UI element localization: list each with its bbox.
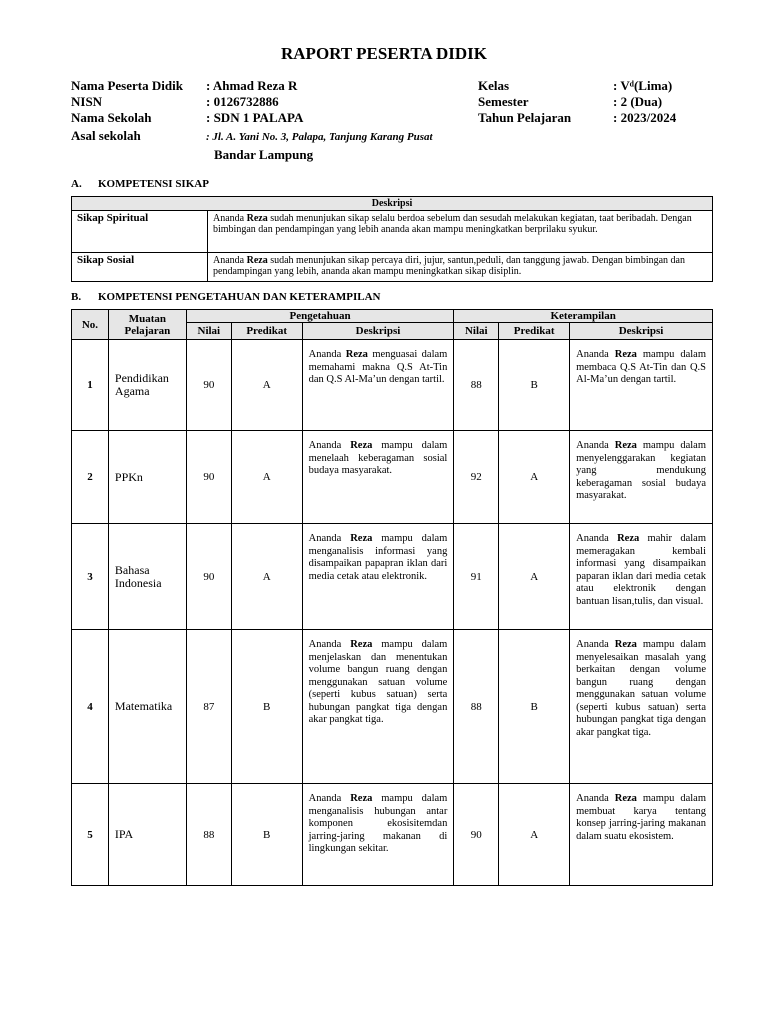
nisn-value: : 0126732886 — [206, 94, 279, 109]
description-text: mampu dalam menyelesaikan masalah yang berkaitan dengan volume bangun ruang dengan menggunakan satuan volume (seperti kubus satuan) serta hubungan pangkat tiga dengan akar pangkat tiga. — [576, 639, 707, 738]
student-nickname: Reza — [345, 349, 368, 360]
description-text: mampu dalam membuat karya tentang konsep jarring-jaring makanan dalam suatu ekosistem. — [576, 793, 707, 842]
knowledge-description — [302, 524, 454, 630]
student-nickname: Reza — [614, 793, 637, 804]
row-number: 4 — [72, 630, 109, 784]
description-text: Ananda — [576, 793, 615, 804]
skills-grade-header: Predikat — [499, 323, 570, 340]
description-text: mampu dalam menganalisis hubungan antar komponen ekosisitemdan jarring-jaring makanan di lingkungan sekitar. — [308, 793, 448, 854]
student-name-label: Nama Peserta Didik — [71, 78, 183, 93]
description-text: menguasai dalam memahami makna Q.S At-Tin dan Q.S Al-Ma’un dengan tartil. — [308, 349, 448, 385]
identity-row — [71, 78, 676, 94]
description-text: mampu dalam menelaah keberagaman sosial budaya masyarakat. — [308, 440, 448, 476]
knowledge-grade: A — [231, 524, 302, 630]
table-row — [72, 630, 713, 784]
student-nickname: Reza — [614, 440, 637, 451]
description-text: Ananda — [308, 639, 351, 650]
knowledge-description — [302, 784, 454, 886]
subject-name: PPKn — [108, 431, 186, 524]
description-text: mampu dalam menyelenggarakan kegiatan yang mendukung keberagaman sosial budaya masyarakat. — [576, 440, 707, 501]
knowledge-header: Pengetahuan — [186, 310, 453, 323]
section-b-number: B. — [71, 291, 82, 303]
student-nickname: Reza — [350, 440, 373, 451]
table-row — [72, 253, 713, 282]
knowledge-grade: A — [231, 340, 302, 431]
description-text: Ananda — [308, 793, 351, 804]
description-text: Ananda — [308, 349, 346, 360]
description-text: Ananda — [576, 639, 615, 650]
grades-table — [71, 309, 713, 886]
knowledge-grade: B — [231, 630, 302, 784]
subject-header: Muatan Pelajaran — [108, 310, 186, 340]
subject-name: Matematika — [108, 630, 186, 784]
attitude-aspect: Sikap Spiritual — [72, 211, 208, 253]
student-nickname: Reza — [350, 793, 373, 804]
skills-grade: A — [499, 524, 570, 630]
description-text: Ananda — [308, 533, 351, 544]
section-b-title: KOMPETENSI PENGETAHUAN DAN KETERAMPILAN — [98, 291, 381, 303]
row-number: 5 — [72, 784, 109, 886]
knowledge-score: 88 — [186, 784, 231, 886]
skills-score: 90 — [454, 784, 499, 886]
skills-header: Keterampilan — [454, 310, 713, 323]
attitude-aspect: Sikap Sosial — [72, 253, 208, 282]
description-text: Ananda — [576, 533, 618, 544]
semester-value: : 2 (Dua) — [613, 94, 663, 109]
report-title: RAPORT PESERTA DIDIK — [281, 44, 487, 63]
student-nickname: Reza — [350, 639, 373, 650]
description-text: mahir dalam memeragakan kembali informasi yang disampaikan paparan iklan dari media cetak atau elektronik dengan bantuan lisan,tulis, dan visual. — [576, 533, 706, 607]
student-name-value: : Ahmad Reza R — [206, 78, 298, 93]
semester-label: Semester — [478, 94, 529, 109]
description-text: mampu dalam membaca Q.S At-Tin dan Q.S Al-Ma’un dengan tartil. — [576, 349, 707, 385]
skills-score: 88 — [454, 340, 499, 431]
class-label: Kelas — [478, 78, 510, 93]
attitude-description-header: Deskripsi — [72, 197, 713, 211]
description-text: sudah menunjukan sikap selalu berdoa sebelum dan sesudah melakukan kegiatan, taat beribadah. Dengan bimbingan dan pendampingan yang lebih ananda akan mampu meningkatkan berprilaku syukur. — [213, 213, 692, 235]
student-nickname: Reza — [614, 349, 637, 360]
description-text: Ananda — [213, 255, 247, 266]
attitude-header-row — [72, 197, 713, 211]
description-text: mampu dalam menganalisis informasi yang disampaikan papapran iklan dari media cetak atau elektronik. — [308, 533, 448, 582]
class-value: : Vᵈ(Lima) — [613, 78, 673, 93]
skills-description — [570, 784, 713, 886]
description-text: Ananda — [576, 440, 615, 451]
knowledge-grade: A — [231, 431, 302, 524]
knowledge-score-header: Nilai — [186, 323, 231, 340]
table-row — [72, 211, 713, 253]
table-row — [72, 431, 713, 524]
knowledge-score: 87 — [186, 630, 231, 784]
skills-score: 91 — [454, 524, 499, 630]
skills-grade: B — [499, 340, 570, 431]
section-a-number: A. — [71, 178, 82, 190]
identity-row — [71, 94, 676, 110]
skills-description — [570, 431, 713, 524]
skills-grade: A — [499, 431, 570, 524]
school-year-label: Tahun Pelajaran — [478, 110, 572, 125]
student-nickname: Reza — [350, 533, 373, 544]
skills-description — [570, 340, 713, 431]
attitude-description — [208, 211, 713, 253]
knowledge-grade: B — [231, 784, 302, 886]
skills-score: 88 — [454, 630, 499, 784]
knowledge-description — [302, 630, 454, 784]
knowledge-description — [302, 431, 454, 524]
skills-score: 92 — [454, 431, 499, 524]
subject-name: Bahasa Indonesia — [108, 524, 186, 630]
skills-description — [570, 630, 713, 784]
school-address: : Jl. A. Yani No. 3, Palapa, Tanjung Karang Pusat — [206, 131, 433, 143]
skills-grade: A — [499, 784, 570, 886]
school-name-value: : SDN 1 PALAPA — [206, 110, 304, 125]
school-origin-label: Asal sekolah — [71, 128, 141, 143]
row-number: 2 — [72, 431, 109, 524]
student-nickname: Reza — [614, 639, 637, 650]
skills-grade: B — [499, 630, 570, 784]
school-name-label: Nama Sekolah — [71, 110, 152, 125]
knowledge-description — [302, 340, 454, 431]
section-a-heading — [71, 178, 209, 190]
skills-description-header: Deskripsi — [570, 323, 713, 340]
description-text: sudah menunjukan sikap percaya diri, jujur, santun,peduli, dan tanggung jawab. Dengan bimbingan dan pendampingan yang lebih, ananda akan mampu meningkatkan sikap disiplin. — [213, 255, 685, 277]
number-header: No. — [72, 310, 109, 340]
skills-score-header: Nilai — [454, 323, 499, 340]
description-text: Ananda — [308, 440, 351, 451]
row-number: 3 — [72, 524, 109, 630]
knowledge-score: 90 — [186, 431, 231, 524]
section-b-heading — [71, 291, 380, 303]
student-nickname: Reza — [246, 255, 268, 266]
student-identity — [71, 78, 676, 126]
description-text: mampu dalam menjelaskan dan menentukan volume bangun ruang dengan menggunakan satuan volume (seperti kubus satuan) serta hubungan pangkat tiga dengan akar pangkat tiga. — [308, 639, 448, 725]
table-row — [72, 784, 713, 886]
subject-name: IPA — [108, 784, 186, 886]
knowledge-score: 90 — [186, 340, 231, 431]
school-origin — [71, 128, 433, 144]
knowledge-grade-header: Predikat — [231, 323, 302, 340]
school-city: Bandar Lampung — [214, 147, 314, 162]
school-year-value: : 2023/2024 — [613, 110, 677, 125]
subject-name: Pendidikan Agama — [108, 340, 186, 431]
skills-description — [570, 524, 713, 630]
knowledge-description-header: Deskripsi — [302, 323, 454, 340]
table-row — [72, 340, 713, 431]
student-nickname: Reza — [246, 213, 268, 224]
student-nickname: Reza — [617, 533, 640, 544]
nisn-label: NISN — [71, 94, 103, 109]
section-a-title: KOMPETENSI SIKAP — [98, 178, 209, 190]
row-number: 1 — [72, 340, 109, 431]
description-text: Ananda — [213, 213, 247, 224]
description-text: Ananda — [576, 349, 615, 360]
identity-row — [71, 110, 676, 126]
attitude-table — [71, 196, 713, 282]
table-row — [72, 524, 713, 630]
attitude-description — [208, 253, 713, 282]
grades-header-row — [72, 310, 713, 323]
knowledge-score: 90 — [186, 524, 231, 630]
